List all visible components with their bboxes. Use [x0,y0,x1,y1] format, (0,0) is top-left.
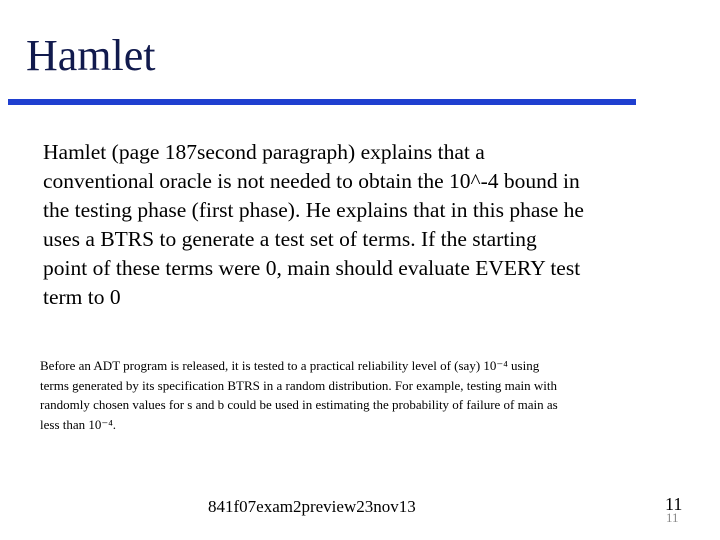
slide-title: Hamlet [26,31,156,80]
quote-line: terms generated by its specification BTRS in a random distribution. For example, testing main with [40,377,558,393]
quote-line: less than 10⁻⁴. [40,416,117,432]
body-line: the testing phase (first phase). He explains that in this phase he [43,198,584,222]
body-line: conventional oracle is not needed to obtain the 10^-4 bound in [43,169,580,193]
body-line: term to 0 [43,285,121,309]
page-number: 11 [665,494,683,514]
body-line: point of these terms were 0, main should evaluate EVERY test [43,256,581,280]
body-line: uses a BTRS to generate a test set of terms. If the starting [43,227,537,251]
body-paragraph [43,138,673,312]
quoted-excerpt [40,356,680,434]
page-number-shadow: 11 [666,510,679,525]
title-underline [8,99,636,105]
body-line: Hamlet (page 187second paragraph) explains that a [43,140,485,164]
quote-line: randomly chosen values for s and b could be used in estimating the probability of failure of main as [40,397,558,412]
footer-text: 841f07exam2preview23nov13 [208,497,416,516]
quote-line: Before an ADT program is released, it is tested to a practical reliability level of (say) 10⁻⁴ using [40,358,540,373]
